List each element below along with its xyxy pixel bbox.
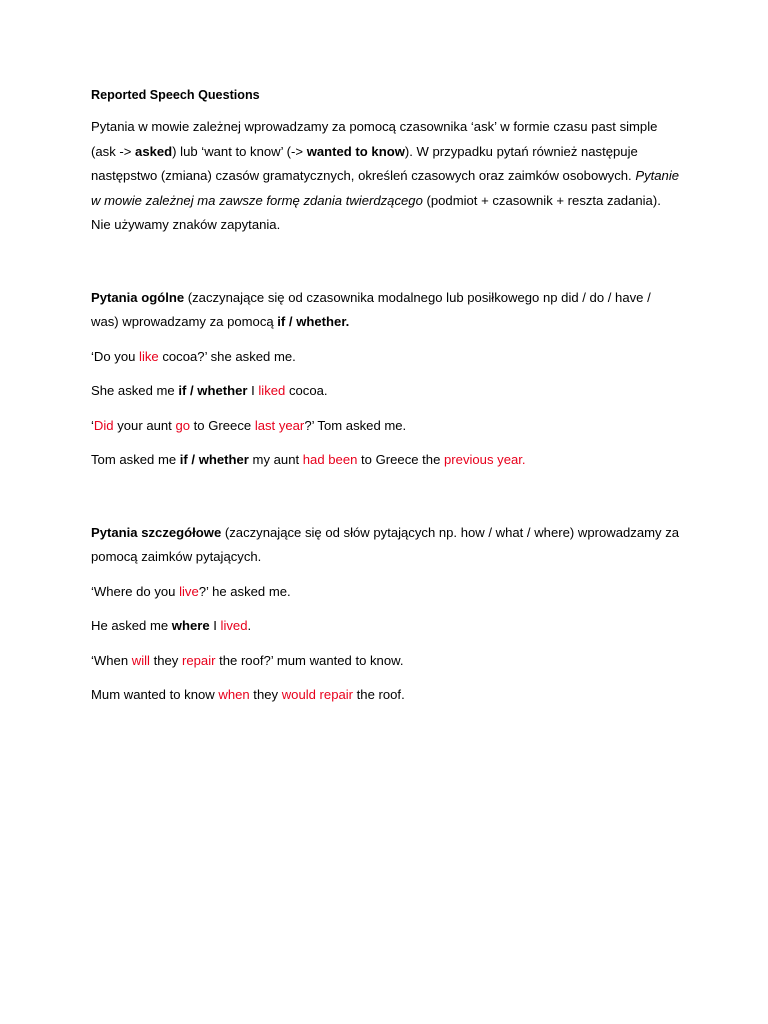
- specific-example-2: [91, 614, 681, 639]
- intro-text-4: (podmiot + czasownik + reszta zadania). Nie używamy znaków zapytania.: [91, 192, 661, 232]
- specific-description: (zaczynające się od słów pytających np. how / what / where) wprowadzamy za pomocą zaimków pytających.: [91, 524, 680, 564]
- general-example-2: [91, 379, 681, 404]
- general-description-bold: if / whether.: [277, 314, 350, 329]
- general-heading: Pytania ogólne: [91, 289, 185, 305]
- general-example-3: [91, 414, 681, 439]
- intro-text-3: ). W przypadku pytań również następuje następstwo (zmiana) czasów gramatycznych, określeń czasowych oraz zaimków osobowych.: [91, 143, 638, 183]
- highlight-word: repair: [181, 652, 216, 668]
- example-text: Tom asked me: [91, 452, 180, 467]
- intro-italic-rule: Pytanie w mowie zależnej ma zawsze formę zdania twierdzącego: [91, 168, 680, 208]
- highlight-word: live: [179, 583, 199, 599]
- example-text: to Greece: [190, 417, 255, 433]
- highlight-word: like: [139, 348, 159, 364]
- example-text: cocoa?’ she asked me.: [158, 348, 296, 364]
- specific-example-3: [91, 649, 681, 674]
- highlight-word: would repair: [281, 687, 354, 702]
- general-questions-paragraph: [91, 286, 681, 335]
- highlight-word: last year: [254, 417, 305, 433]
- intro-text-1: Pytania w mowie zależnej wprowadzamy za pomocą czasownika ‘ask’ w formie czasu past simple (ask ->: [91, 119, 658, 159]
- bold-keyword: if / whether: [179, 452, 249, 467]
- example-text: He asked me: [91, 618, 172, 633]
- example-text: ‘Do you: [91, 348, 140, 364]
- intro-bold-wanted: wanted to know: [306, 143, 405, 159]
- specific-example-1: [91, 580, 681, 605]
- example-text: .: [247, 618, 252, 633]
- document-title: Reported Speech Questions: [91, 88, 260, 102]
- intro-bold-asked: asked: [135, 143, 173, 159]
- intro-text-2: ) lub ‘want to know’ (->: [172, 143, 307, 159]
- example-text: I: [209, 618, 221, 633]
- example-text: ‘Where do you: [91, 583, 180, 599]
- example-text: I: [247, 383, 259, 398]
- general-example-4: [91, 448, 681, 473]
- specific-example-4: [91, 683, 681, 708]
- highlight-word: previous year.: [444, 452, 526, 467]
- example-text: ‘: [91, 417, 94, 433]
- highlight-word: go: [175, 417, 191, 433]
- general-description: (zaczynające się od czasownika modalnego lub posiłkowego np did / do / have / was) wprowadzamy za pomocą: [91, 289, 651, 329]
- section-spacer: [91, 483, 681, 521]
- example-text: they: [149, 652, 182, 668]
- highlight-word: liked: [258, 383, 286, 398]
- intro-paragraph: [91, 115, 681, 238]
- example-text: your aunt: [113, 417, 176, 433]
- example-text: She asked me: [91, 383, 179, 398]
- example-text: to Greece the: [357, 452, 445, 467]
- example-text: my aunt: [248, 452, 303, 467]
- section-spacer: [91, 248, 681, 286]
- highlight-word: Did: [93, 417, 114, 433]
- bold-keyword: if / whether: [178, 383, 248, 398]
- document-body: [91, 85, 681, 718]
- general-example-1: [91, 345, 681, 370]
- highlight-word: when: [218, 687, 250, 702]
- highlight-word: lived: [220, 618, 248, 633]
- example-text: Mum wanted to know: [91, 687, 219, 702]
- highlight-word: will: [131, 652, 150, 668]
- example-text: cocoa.: [285, 383, 328, 398]
- example-text: ‘When: [91, 652, 132, 668]
- example-text: ?’ Tom asked me.: [304, 417, 407, 433]
- example-text: they: [249, 687, 282, 702]
- example-text: the roof?’ mum wanted to know.: [215, 652, 404, 668]
- highlight-word: had been: [302, 452, 358, 467]
- bold-keyword: where: [171, 618, 210, 633]
- example-text: the roof.: [353, 687, 405, 702]
- specific-heading: Pytania szczegółowe: [91, 524, 222, 540]
- specific-questions-paragraph: [91, 521, 681, 570]
- example-text: ?’ he asked me.: [198, 583, 291, 599]
